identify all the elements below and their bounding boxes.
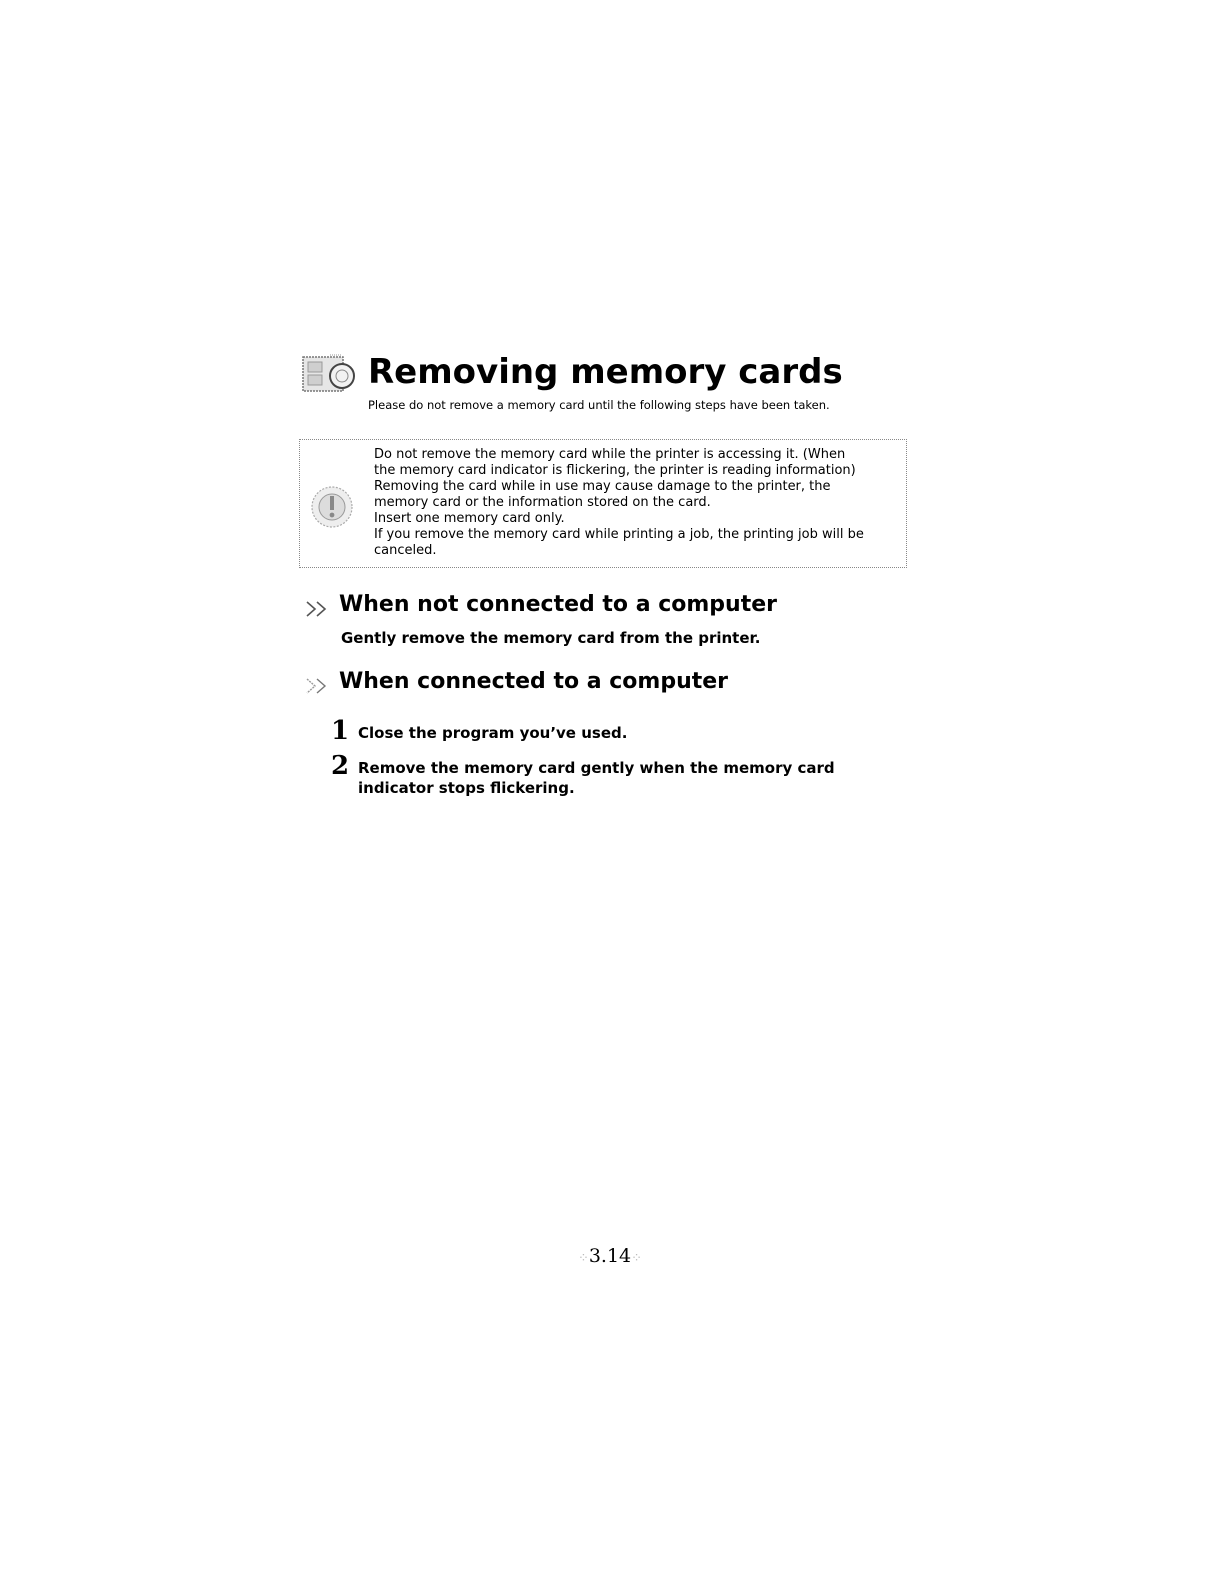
caution-note-text xyxy=(374,447,902,559)
note-line: Insert one memory card only. xyxy=(374,511,565,526)
memory-card-icon xyxy=(302,354,356,394)
double-chevron-icon xyxy=(305,600,333,618)
step-text xyxy=(358,723,627,743)
step-line: Close the program you’ve used. xyxy=(358,724,628,742)
note-line: the memory card indicator is flickering, the printer is reading information) xyxy=(374,463,856,478)
note-line: memory card or the information stored on the card. xyxy=(374,495,711,510)
page-number xyxy=(568,1243,652,1269)
note-line: If you remove the memory card while printing a job, the printing job will be xyxy=(374,527,864,542)
page-title: Removing memory cards xyxy=(368,352,843,392)
note-line: Removing the card while in use may cause damage to the printer, the xyxy=(374,479,831,494)
step-number: 1 xyxy=(331,716,350,746)
step-text xyxy=(358,758,835,798)
page-number-right-decoration: ⁘ xyxy=(631,1251,643,1266)
step-line: Remove the memory card gently when the memory card xyxy=(358,759,835,777)
note-line: canceled. xyxy=(374,543,437,558)
page-subtitle: Please do not remove a memory card until the following steps have been taken. xyxy=(368,398,830,412)
step-line: indicator stops flickering. xyxy=(358,779,575,797)
page-number-text: 3.14 xyxy=(588,1245,632,1267)
double-chevron-icon xyxy=(305,677,333,695)
caution-icon xyxy=(309,484,355,530)
section-body: Gently remove the memory card from the printer. xyxy=(341,629,761,647)
section-heading: When not connected to a computer xyxy=(339,592,777,617)
step-number: 2 xyxy=(331,751,350,781)
note-line: Do not remove the memory card while the printer is accessing it. (When xyxy=(374,447,846,462)
page-number-left-decoration: ⁘ xyxy=(577,1251,589,1266)
section-heading: When connected to a computer xyxy=(339,669,729,694)
